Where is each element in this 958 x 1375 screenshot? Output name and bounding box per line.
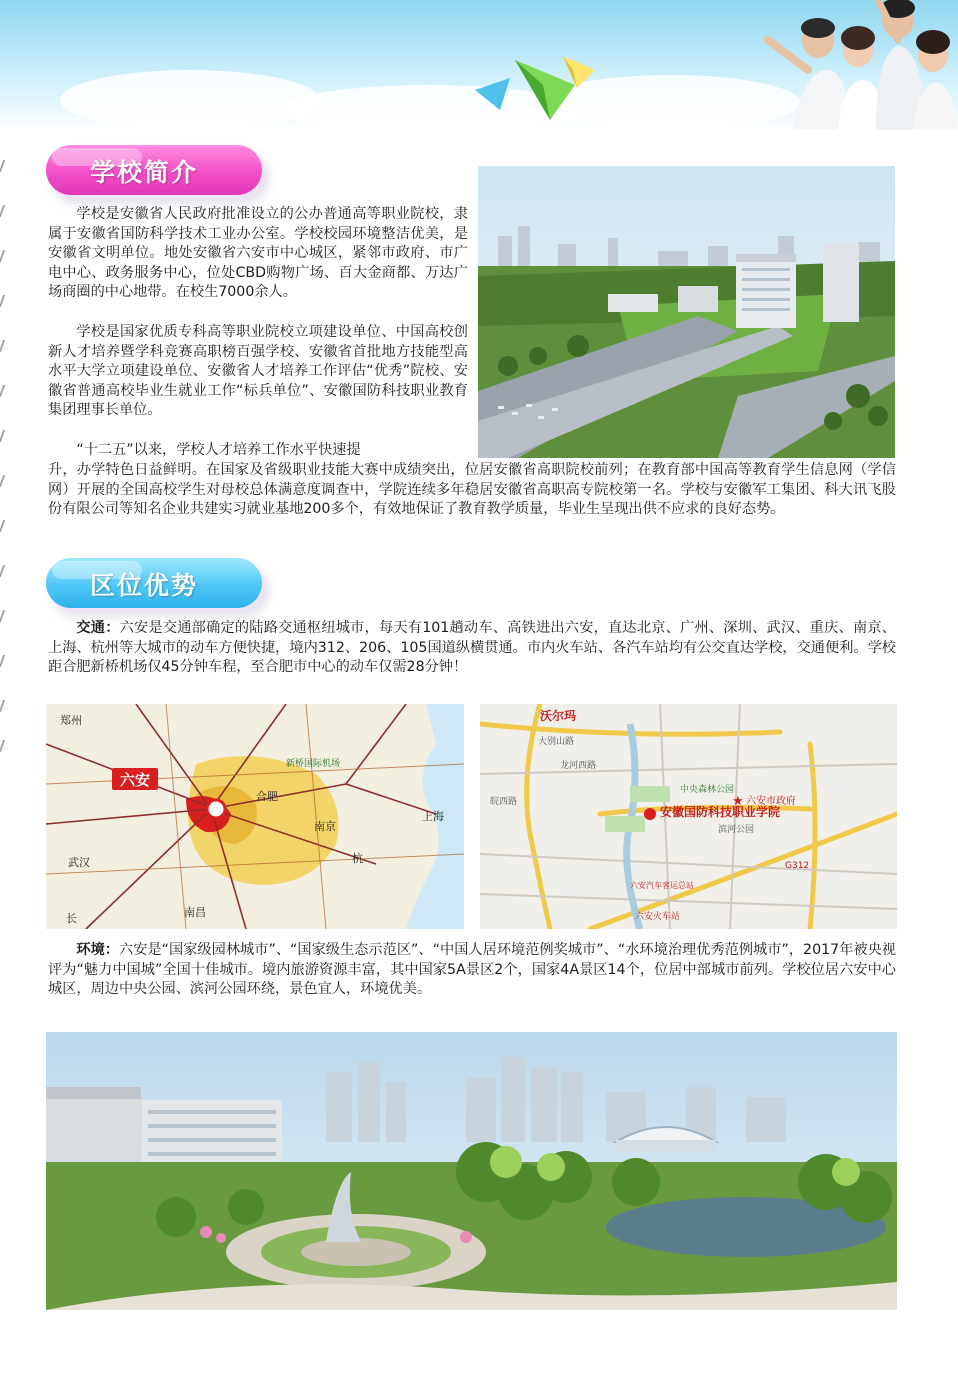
local-street-map bbox=[480, 704, 897, 929]
section-heading-school-intro bbox=[46, 145, 262, 195]
map-label: 安徽国防科技职业学院 bbox=[660, 805, 781, 819]
map-place-label: 杭 bbox=[352, 852, 363, 865]
map-label: 滨河公园 bbox=[718, 825, 755, 835]
transport-paragraph bbox=[48, 619, 896, 678]
transport-text: 六安是交通部确定的陆路交通枢纽城市，每天有101趟动车、高铁进出六安，直达北京、广州、深圳、武汉、重庆、南京、上海、杭州等大城市的动车方便快捷，境内312、206、105国道纵横贯通。市内火车站、各汽车站均有公交直达学校，交通便利。学校距合肥新桥机场仅45分钟车程，至合肥市中心的动车仅需28分钟！ bbox=[48, 620, 896, 676]
campus-park-photo bbox=[46, 1032, 897, 1310]
intro-paragraph-1: 学校是安徽省人民政府批准设立的公办普通高等职业院校，隶属于安徽省国防科学技术工业办公室。学校校园环境整洁优美，是安徽省文明单位。地处安徽省六安市中心城区，紧邻市政府、市广电中心、政务服务中心，位处CBD购物广场、百大金商都、万达广场商圈的中心地带。在校生7000余人。 bbox=[48, 206, 468, 301]
top-banner bbox=[0, 0, 958, 130]
section-heading-location bbox=[46, 558, 262, 608]
star-icon: ★ bbox=[732, 794, 744, 809]
location-marker-icon bbox=[644, 808, 656, 820]
intro-paragraph-3: 升，办学特色日益鲜明。在国家及省级职业技能大赛中成绩突出，位居安徽省高职院校前列；在教育部中国高等教育学生信息网（学信网）开展的全国高校学生对母校总体满意度调查中，学院连续多年稳居安徽省高职高专院校第一名。学校与安徽军工集团、科大讯飞股份有限公司等知名企业共建实习就业基地200多个，有效地保证了教育教学质量，毕业生呈现出供不应求的良好态势。 bbox=[48, 462, 896, 518]
map-label: G312 bbox=[785, 861, 810, 871]
map-label: 沃尔玛 bbox=[540, 709, 577, 723]
map-place-label: 长 bbox=[66, 912, 77, 925]
intro-paragraph-3-lead: “十二五”以来，学校人才培养工作水平快速提 bbox=[76, 442, 361, 458]
map-label: 中央森林公园 bbox=[680, 785, 735, 795]
transport-label: 交通： bbox=[76, 620, 120, 636]
map-place-label: 新桥国际机场 bbox=[286, 759, 341, 769]
environment-text: 六安是“国家级园林城市”、“国家级生态示范区”、“中国人居环境范例奖城市”、“水环境治理优秀范例城市”，2017年被央视评为“魅力中国城”全国十佳城市。境内旅游资源丰富，其中国家5A景区2个，国家4A景区14个，位居中部城市前列。学校位居六安中心城区，周边中央公园、滨河公园环绕，景色宜人，环境优美。 bbox=[48, 942, 896, 998]
map-label: 皖西路 bbox=[490, 797, 518, 807]
cloud bbox=[60, 70, 320, 130]
map-place-label: 南京 bbox=[314, 820, 336, 833]
heading-text: 区位优势 bbox=[90, 571, 199, 600]
map-place-label: 南昌 bbox=[184, 906, 206, 919]
environment-label: 环境： bbox=[76, 942, 120, 958]
environment-paragraph bbox=[48, 941, 896, 1000]
page-edge-marks bbox=[0, 140, 8, 760]
map-label: 六安汽车客运总站 bbox=[630, 881, 694, 890]
campus-aerial-photo bbox=[478, 166, 895, 458]
intro-paragraph-2: 学校是国家优质专科高等职业院校立项建设单位、中国高校创新人才培养暨学科竞赛高职榜百强学校、安徽省首批地方技能型高水平大学立项建设单位、安徽省人才培养工作评估“优秀”院校、安徽省普通高校毕业生就业工作“标兵单位”、安徽国防科技职业教育集团理事长单位。 bbox=[48, 324, 468, 419]
heading-text: 学校简介 bbox=[90, 158, 199, 187]
regional-rail-map bbox=[46, 704, 464, 929]
map-place-label: 郑州 bbox=[60, 714, 82, 727]
map-place-label: 武汉 bbox=[68, 856, 90, 869]
map-label: 六安市政府 bbox=[746, 796, 796, 807]
map-place-label: 上海 bbox=[422, 810, 444, 823]
map-place-label: 合肥 bbox=[256, 790, 278, 803]
map-city-label: 六安 bbox=[119, 771, 151, 789]
map-label: 大别山路 bbox=[538, 737, 575, 747]
students-photo bbox=[758, 0, 958, 130]
map-label: 六安火车站 bbox=[635, 912, 681, 922]
map-label: 龙河西路 bbox=[560, 761, 597, 771]
paper-plane-icon bbox=[455, 30, 615, 120]
